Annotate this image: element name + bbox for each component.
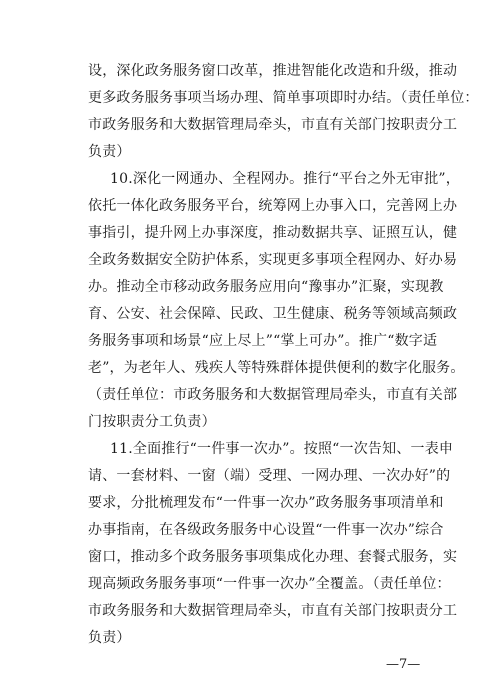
text-line: 办事指南，在各级政务服务中心设置“一件事一次办”综合 — [88, 522, 444, 538]
text-line: 负责） — [88, 144, 131, 160]
text-line: 负责） — [88, 630, 131, 646]
text-line: 依托一体化政务服务平台，统筹网上办事入口，完善网上办 — [88, 198, 458, 214]
text-line: 门按职责分工负责） — [88, 414, 216, 430]
section-heading-11: 11.全面推行“一件事一次办”。按照“一次告知、一表申 — [110, 441, 454, 457]
text-line: 全政务数据安全防护体系，实现更多事项全程网办、好办易 — [88, 252, 458, 268]
text-line: 现高频政务服务事项“一件事一次办”全覆盖。（责任单位： — [88, 576, 451, 592]
text-line: 窗口，推动多个政务服务事项集成化办理、套餐式服务，实 — [88, 549, 458, 565]
text-line: 要求，分批梳理发布“一件事一次办”政务服务事项清单和 — [88, 495, 444, 511]
text-line: 设，深化政务服务窗口改革，推进智能化改造和升级，推动 — [88, 63, 458, 79]
text-line: 市政务服务和大数据管理局牵头，市直有关部门按职责分工 — [88, 117, 458, 133]
section-heading-10: 10.深化一网通办、全程网办。推行“平台之外无审批”， — [110, 171, 460, 187]
text-line: 市政务服务和大数据管理局牵头，市直有关部门按职责分工 — [88, 603, 458, 619]
text-line: 更多政务服务事项当场办理、简单事项即时办结。（责任单位： — [88, 90, 479, 106]
text-line: 办。推动全市移动政务服务应用向“豫事办”汇聚，实现教 — [88, 279, 444, 295]
text-line: 老”，为老年人、残疾人等特殊群体提供便利的数字化服务。 — [88, 360, 465, 376]
page-number: —7— — [386, 657, 421, 672]
text-line: 请、一套材料、一窗（端）受理、一网办理、一次办好”的 — [88, 468, 451, 484]
text-line: 育、公安、社会保障、民政、卫生健康、税务等领域高频政 — [88, 306, 458, 322]
text-line: （责任单位：市政务服务和大数据管理局牵头，市直有关部 — [88, 387, 458, 403]
text-line: 务服务事项和场景“应上尽上”“掌上可办”。推广“数字适 — [88, 333, 438, 349]
text-line: 事指引，提升网上办事深度，推动数据共享、证照互认，健 — [88, 225, 458, 241]
